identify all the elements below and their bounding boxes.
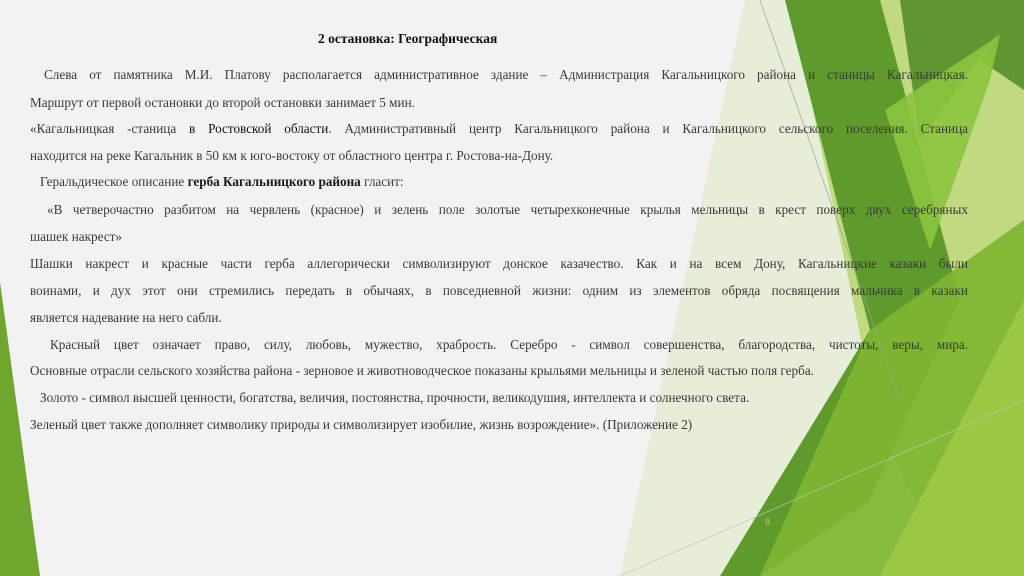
- text-line: [30, 202, 968, 218]
- text-line: [30, 256, 968, 272]
- text-segment: «Кагальницкая -станица: [30, 121, 190, 136]
- text-segment: Слева от памятника М.И. Платову располагается административное здание – Администрация Кагальницкого района и станицы Кагальницкая.: [44, 67, 968, 82]
- text-line: [30, 67, 968, 83]
- text-line: [30, 417, 968, 433]
- text-segment: Основные отрасли сельского хозяйства района - зерновое и животноводческое показаны крыльями мельницы и зеленой частью поля герба.: [30, 363, 814, 378]
- text-line: [30, 174, 978, 190]
- text-segment: Шашки накрест и красные части герба аллегорически символизируют донское казачество. Как и на всем Дону, Кагальницкие казаки были: [30, 256, 968, 271]
- text-line: [30, 229, 968, 245]
- text-segment-bold: в Ростовской области: [189, 121, 329, 136]
- text-segment: гласит:: [360, 174, 404, 189]
- text-segment: находится на реке Кагальник в 50 км к юго-востоку от областного центра г. Ростова-на-Дону.: [30, 148, 554, 163]
- text-line: [30, 121, 968, 137]
- text-segment: . Административный центр Кагальницкого района и Кагальницкого сельского поселения. Станица: [328, 121, 968, 136]
- text-segment: воинами, и дух этот они стремились передать в обычаях, в повседневной жизни: одним из элементов обряда посвящения мальчика в казаки: [30, 283, 968, 298]
- text-line: [30, 95, 968, 111]
- page-number: 8: [765, 517, 771, 527]
- text-segment: шашек накрест»: [30, 229, 123, 244]
- text-segment: Геральдическое описание: [40, 174, 188, 189]
- text-line: [30, 283, 968, 299]
- text-line: [30, 148, 968, 164]
- slide-content: [30, 0, 970, 576]
- text-segment: является надевание на него сабли.: [30, 310, 222, 325]
- text-segment: «В четверочастно разбитом на червлень (красное) и зелень поле золотые четырехконечные крылья мельницы в крест поверх двух серебряных: [47, 202, 968, 217]
- text-segment-bold: герба Кагальницкого района: [187, 174, 361, 189]
- text-line: [30, 337, 968, 353]
- text-segment: Золото - символ высшей ценности, богатства, величия, постоянства, прочности, великодушия, интеллекта и солнечного света.: [40, 390, 750, 405]
- text-line: [30, 363, 968, 379]
- text-line: [30, 310, 968, 326]
- text-segment: Маршрут от первой остановки до второй остановки занимает 5 мин.: [30, 95, 415, 110]
- text-segment: Красный цвет означает право, силу, любовь, мужество, храбрость. Серебро - символ совершенства, благородства, чистоты, веры, мира.: [50, 337, 968, 352]
- slide-title: 2 остановка: Географическая: [318, 31, 498, 46]
- text-line: [30, 390, 978, 406]
- text-segment: Зеленый цвет также дополняет символику природы и символизирует изобилие, жизнь возрождение». (Приложение 2): [30, 417, 693, 432]
